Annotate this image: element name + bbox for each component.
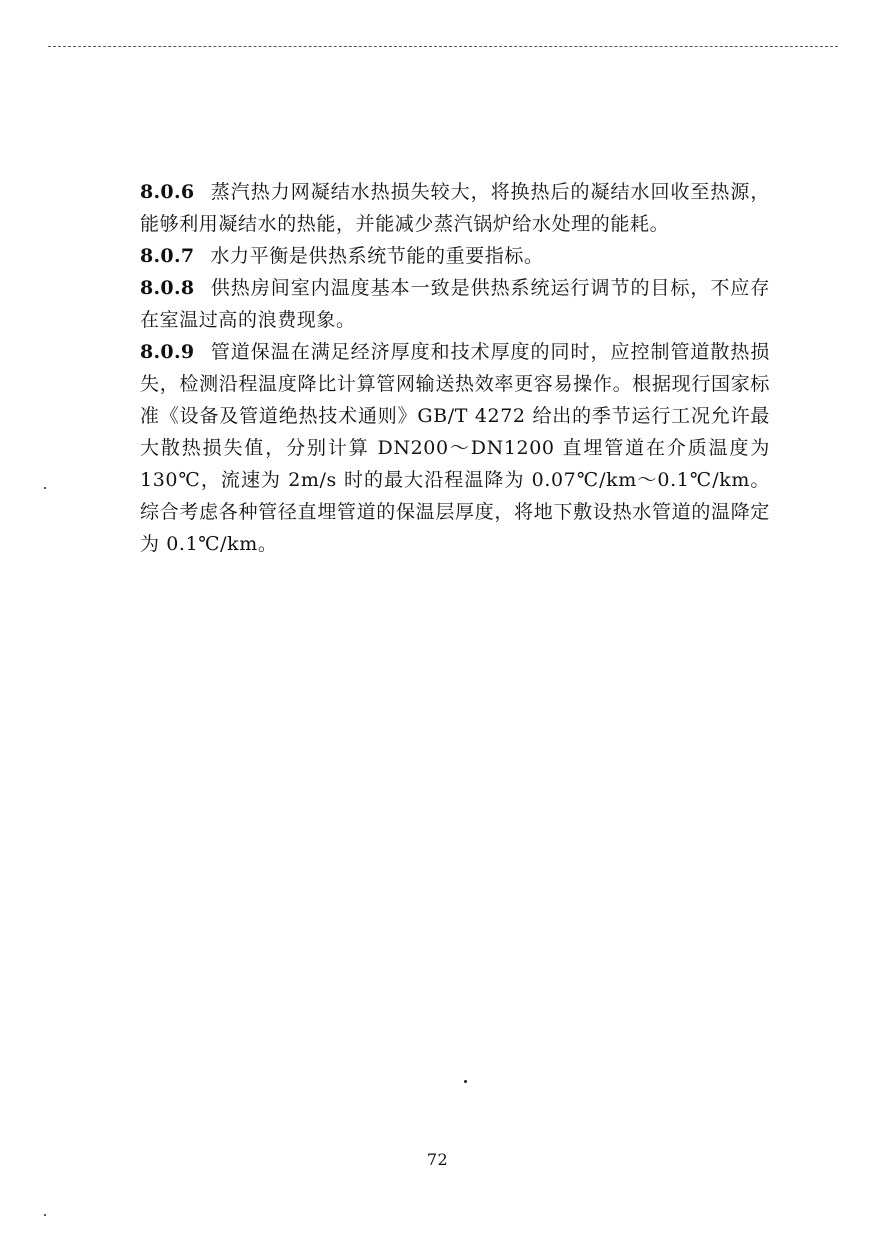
- clause-text: 供热房间室内温度基本一致是供热系统运行调节的目标，不应存在室温过高的浪费现象。: [140, 277, 770, 331]
- clause-number: 8.0.9: [140, 341, 195, 363]
- clause-number: 8.0.8: [140, 277, 195, 299]
- scan-speck: [44, 1214, 46, 1216]
- header-rule: [48, 46, 838, 47]
- clause-8-0-8: [140, 272, 770, 336]
- document-body: [140, 176, 770, 560]
- clause-text: 管道保温在满足经济厚度和技术厚度的同时，应控制管道散热损失，检测沿程温度降比计算管网输送热效率更容易操作。根据现行国家标准《设备及管道绝热技术通则》GB/T 4272 给出的季节运行工况允许最大散热损失值，分别计算 DN200～DN1200 直埋管道在介质温度为 130℃，流速为 2m/s 时的最大沿程温降为 0.07℃/km～0.1℃/km。综合考虑各种管径直埋管道的保温层厚度，将地下敷设热水管道的温降定为 0.1℃/km。: [140, 341, 770, 555]
- page-number: 72: [426, 1150, 449, 1169]
- clause-number: 8.0.6: [140, 181, 195, 203]
- clause-8-0-6: [140, 176, 770, 240]
- clause-text: 蒸汽热力网凝结水热损失较大，将换热后的凝结水回收至热源，能够利用凝结水的热能，并能减少蒸汽锅炉给水处理的能耗。: [140, 181, 770, 235]
- clause-8-0-7: [140, 240, 770, 272]
- clause-number: 8.0.7: [140, 245, 195, 267]
- clause-8-0-9: [140, 336, 770, 560]
- clause-text: 水力平衡是供热系统节能的重要指标。: [210, 245, 544, 267]
- scan-speck: [44, 487, 46, 489]
- scan-speck: [464, 1080, 467, 1083]
